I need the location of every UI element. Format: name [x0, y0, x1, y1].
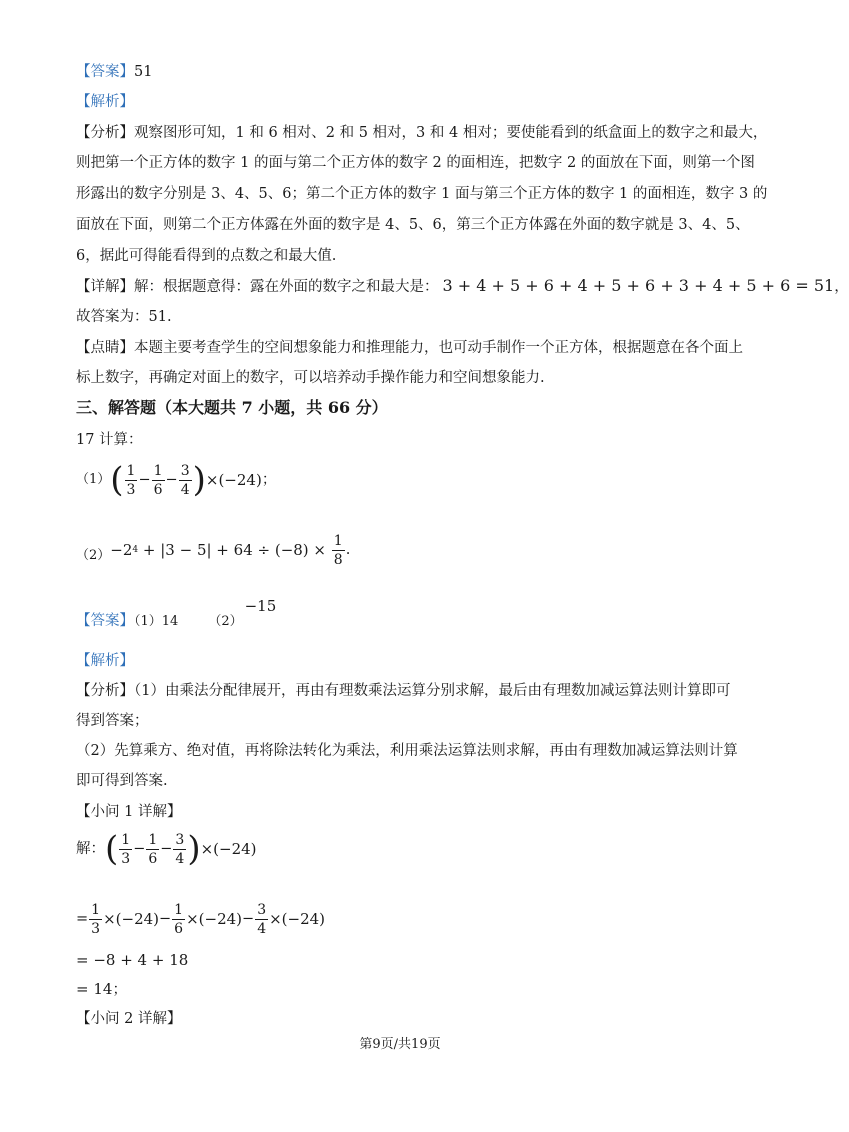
- fenxi-line-5: 6，据此可得能看得到的点数之和最大值.: [76, 248, 337, 264]
- fenxi-17-line-1: 【分析】（1）由乘法分配律展开，再由有理数乘法运算分别求解，最后由有理数加减运算法则计算即可: [76, 683, 731, 699]
- fenxi-tag: 【分析】: [76, 125, 134, 141]
- answer-part2-label: （2）: [208, 614, 243, 629]
- fraction: $\frac{1}{8}$: [333, 532, 343, 568]
- dianjing-tag: 【点睛】: [76, 340, 134, 356]
- answer-value: 51: [134, 64, 153, 80]
- dianjing-line-1: 【点睛】本题主要考查学生的空间想象能力和推理能力，也可动手制作一个正方体，根据题意在各个面上: [76, 340, 743, 356]
- fraction: $\frac{3}{4}$: [175, 831, 185, 867]
- sub1-step3: = −8 + 4 + 18: [76, 951, 189, 969]
- fraction: $\frac{1}{6}$: [153, 462, 163, 498]
- xiangjie-tag: 【详解】: [76, 279, 134, 295]
- fenxi-17-line-3: （2）先算乘方、绝对值，再将除法转化为乘法，利用乘法运算法则求解，再由有理数加减运算法则计算: [76, 743, 738, 759]
- page-footer: 第9页/共19页: [359, 1037, 441, 1052]
- answer-tag: 【答案】: [76, 64, 134, 80]
- q17-part2: （2） −2 4 + |3 − 5| + 64 ÷ (−8) × $\frac{1}{8}$ .: [76, 532, 351, 568]
- conclusion: 故答案为：51.: [76, 309, 172, 325]
- fenxi-line-4: 面放在下面，则第二个正方体露在外面的数字是 4、5、6，第三个正方体露在外面的数字就是 3、4、5、: [76, 217, 750, 233]
- answer-tag: 【答案】: [76, 613, 134, 629]
- answer-part2-value: −15: [244, 597, 277, 615]
- analysis-tag: 【解析】: [76, 94, 134, 110]
- sub1-tag: 【小问 1 详解】: [76, 804, 182, 820]
- fenxi-line-3: 形露出的数字分别是 3、4、5、6；第二个正方体的数字 1 面与第三个正方体的数字 1 的面相连，数字 3 的: [76, 186, 768, 202]
- fraction: $\frac{3}{4}$: [257, 901, 267, 937]
- question-17-intro: 17 计算：: [76, 432, 143, 448]
- xiangjie-line: 【详解】解：根据题意得：露在外面的数字之和最大是： 3 + 4 + 5 + 6 + 4 + 5 + 6 + 3 + 4 + 5 + 6 = 51，: [76, 276, 849, 295]
- fenxi-17-line-4: 即可得到答案.: [76, 773, 168, 789]
- sub2-tag: 【小问 2 详解】: [76, 1011, 182, 1027]
- sub1-step4: = 14；: [76, 980, 127, 998]
- fenxi-line-2: 则把第一个正方体的数字 1 的面与第二个正方体的数字 2 的面相连，把数字 2 的面放在下面，则第一个图: [76, 155, 755, 171]
- q17-part1: （1） ( $\frac{1}{3}$ − $\frac{1}{6}$ − $\frac{3}{4}$ ) ×(−24) ；: [76, 460, 277, 500]
- fenxi-line-1: 【分析】观察图形可知，1 和 6 相对、2 和 5 相对，3 和 4 相对；要使能看到的纸盒面上的数字之和最大，: [76, 125, 768, 141]
- answer-17-line: [76, 597, 277, 632]
- fraction: $\frac{1}{3}$: [91, 901, 101, 937]
- section-title: 三、解答题（本大题共 7 小题，共 66 分）: [76, 398, 388, 417]
- answer-line: [76, 62, 152, 82]
- fenxi-17-line-2: 得到答案；: [76, 713, 149, 729]
- sub1-step2: = $\frac{1}{3}$ ×(−24) − $\frac{1}{6}$ ×(−24) − $\frac{3}{4}$ ×(−24): [76, 901, 326, 937]
- fraction: $\frac{1}{3}$: [126, 462, 136, 498]
- fenxi-17-tag: 【分析】: [76, 683, 134, 699]
- sub1-step1: 解： ( $\frac{1}{3}$ − $\frac{1}{6}$ − $\frac{3}{4}$ ) ×(−24): [76, 829, 257, 869]
- analysis-17-tag: 【解析】: [76, 653, 134, 669]
- fraction: $\frac{1}{3}$: [121, 831, 131, 867]
- fraction: $\frac{1}{6}$: [174, 901, 184, 937]
- fraction: $\frac{1}{6}$: [148, 831, 158, 867]
- sum-formula: 3 + 4 + 5 + 6 + 4 + 5 + 6 + 3 + 4 + 5 + 6 = 51: [442, 276, 835, 295]
- dianjing-line-2: 标上数字，再确定对面上的数字，可以培养动手操作能力和空间想象能力.: [76, 370, 545, 386]
- answer-part1: （1）14: [134, 614, 179, 629]
- fraction: $\frac{3}{4}$: [180, 462, 190, 498]
